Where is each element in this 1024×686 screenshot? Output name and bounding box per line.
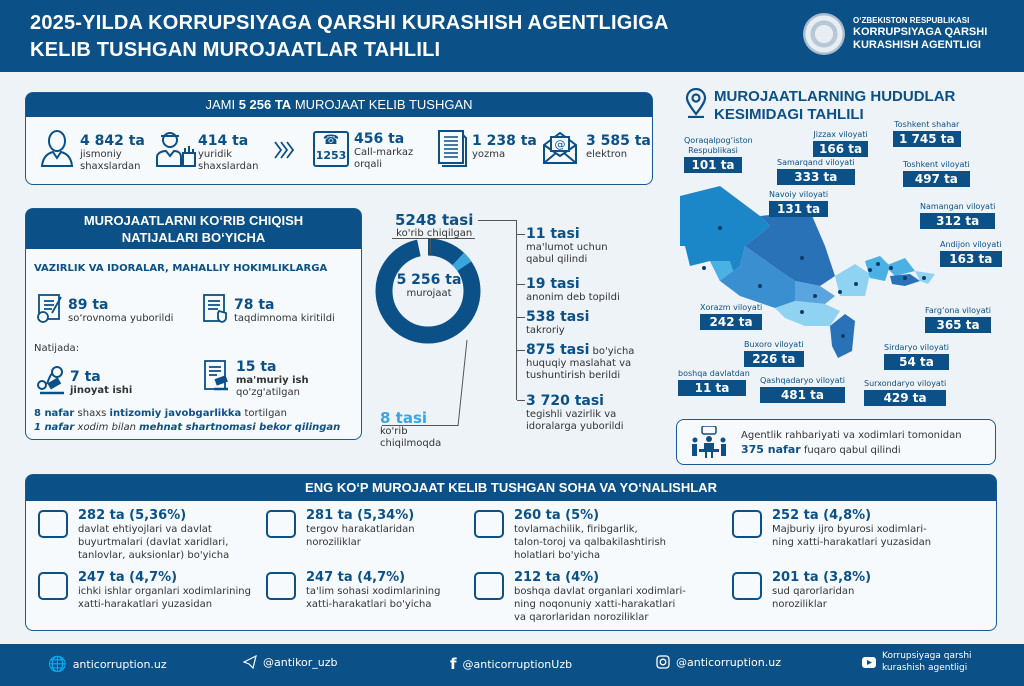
youtube-link[interactable]: Korrupsiyaga qarshi kurashish agentligi: [862, 650, 972, 674]
region-tag: Namangan viloyati 312 ta: [920, 202, 996, 228]
map-title: MUROJAATLARNING HUDUDLAR KESIMIDAGI TAHLILI: [714, 88, 956, 123]
handcuffs-gavel-icon: [36, 365, 66, 395]
breakdown-bracket: [516, 220, 517, 400]
administrative-case-stat: 15 ta ma'muriy ish qo'zg'atilgan: [236, 359, 309, 398]
discipline-note: 8 nafar shaxs intizomiy javobgarlikka tortilgan: [34, 408, 287, 419]
telegram-icon: [243, 655, 257, 669]
email-icon: [542, 131, 578, 165]
person-icon: [40, 129, 74, 167]
map-region-kashkadarya: [775, 301, 840, 326]
instagram-link[interactable]: @anticorruption.uz: [656, 655, 781, 669]
reviewed-underline: [392, 238, 475, 239]
meeting-icon: [691, 426, 727, 458]
business-person-icon: [156, 129, 196, 167]
donut-center: 5 256 ta murojaat: [396, 272, 462, 299]
region-tag: Xorazm viloyati 242 ta: [700, 303, 763, 329]
region-tag: Andijon viloyati 163 ta: [940, 240, 1002, 266]
breakdown-item: 11 tasi ma'lumot uchun qabul qilindi: [526, 226, 608, 265]
region-tag: Navoiy viloyati 131 ta: [769, 190, 829, 216]
region-tag: Qashqadaryo viloyati 481 ta: [760, 376, 845, 402]
region-tag: Farg‘ona viloyati 365 ta: [925, 306, 992, 332]
globe-icon: 🌐: [48, 655, 67, 673]
reviewed-label: 5248 tasi ko'rib chiqilgan: [395, 211, 474, 239]
region-tag: Toshkent shahar 1 745 ta: [894, 120, 960, 146]
region-tag: Sirdaryo viloyati 54 ta: [884, 343, 949, 369]
telegram-link[interactable]: @antikor_uzb: [243, 655, 338, 669]
stat-call-center: 456 ta Call-markaz orqali: [354, 131, 414, 170]
facebook-link[interactable]: f @anticorruptionUzb: [450, 655, 573, 673]
breakdown-item: 19 tasi anonim deb topildi: [526, 276, 620, 303]
pending-leader: [440, 338, 470, 428]
stat-electronic: 3 585 ta elektron: [586, 133, 651, 160]
instagram-icon: [656, 655, 670, 669]
survey-stat: 89 ta so‘rovnoma yuborildi: [68, 297, 174, 324]
region-tag: Toshkent viloyati 497 ta: [903, 160, 970, 186]
category-item: 252 ta (4,8%) Majburiy ijro byurosi xodimlari- ning xatti-harakatlari yuzasidan: [772, 508, 932, 548]
state-emblem-icon: [803, 13, 845, 55]
page-title: 2025-YILDA KORRUPSIYAGA QARSHI KURASHISH AGENTLIGIGA KELIB TUSHGAN MUROJAATLAR TAHLILI: [30, 12, 669, 61]
stat-written: 1 238 ta yozma: [472, 133, 537, 160]
location-pin-icon: [684, 88, 708, 118]
breakdown-item: 875 tasi bo'yicha huquqiy maslahat va tushuntirish berildi: [526, 342, 635, 381]
youtube-icon: [862, 657, 876, 668]
results-heading: MUROJAATLARNI KO‘RIB CHIQISH NATIJALARI BO‘YICHA: [26, 209, 361, 249]
region-tag: boshqa davlatdan 11 ta: [678, 369, 750, 395]
region-tag: Buxoro viloyati 226 ta: [744, 340, 804, 366]
region-tag: Surxondaryo viloyati 429 ta: [864, 379, 947, 405]
stat-legal-entities: 414 ta yuridik shaxslardan: [198, 133, 259, 172]
contract-note: 1 nafar xodim bilan mehnat shartnomasi bekor qilingan: [34, 422, 341, 433]
category-item: 212 ta (4%) boshqa davlat organlari xodimlari- ning noqonuniy xatti-harakatlari va qarorlaridan noroziliklar: [514, 570, 686, 623]
total-panel: [25, 92, 653, 185]
procurement-icon: [38, 510, 68, 538]
reception-panel: [676, 419, 996, 465]
pending-label: 8 tasi ko'rib chiqilmoqda: [380, 409, 442, 449]
facebook-icon: f: [450, 655, 457, 673]
region-tag: Jizzax viloyati 166 ta: [813, 130, 868, 156]
breakdown-item: 3 720 tasi tegishli vazirlik va idoralarga yuborildi: [526, 393, 624, 432]
header: [0, 0, 1024, 72]
government-officials-icon: [474, 572, 504, 600]
investigation-icon: [266, 510, 296, 538]
website-link[interactable]: 🌐 anticorruption.uz: [48, 655, 167, 673]
org-name: O‘ZBEKISTON RESPUBLIKASI KORRUPSIYAGA QARSHI KURASHISH AGENTLIGI: [853, 16, 988, 51]
category-item: 260 ta (5%) tovlamachilik, firibgarlik, talon-toroj va qalbakilashtirish holatlari bo'yicha: [514, 508, 667, 561]
breakdown-item: 538 tasi takroriy: [526, 309, 590, 336]
footer: [0, 644, 1024, 686]
fraud-icon: [474, 510, 504, 538]
natijada-label: Natijada:: [34, 343, 80, 354]
results-panel: [25, 208, 362, 440]
region-tag: Samarqand viloyati 333 ta: [777, 158, 855, 184]
court-judge-icon: [732, 572, 762, 600]
region-tag: Qoraqalpog‘iston Respublikasi 101 ta: [684, 136, 753, 172]
category-item: 247 ta (4,7%) ta'lim sohasi xodimlarining xatti-harakatlari bo'yicha: [306, 570, 441, 610]
svg-text:@: @: [554, 138, 566, 151]
total-heading: JAMI 5 256 TA MUROJAAT KELIB TUSHGAN: [26, 93, 652, 117]
proposal-document-icon: [202, 293, 230, 323]
chevrons-right-icon: [274, 141, 294, 159]
breakdown-connector: [478, 220, 516, 221]
reception-text: Agentlik rahbariyati va xodimlari tomonidan 375 nafar fuqaro qabul qilindi: [741, 430, 962, 456]
administrative-case-icon: [202, 359, 232, 393]
category-item: 281 ta (5,34%) tergov harakatlaridan noroziliklar: [306, 508, 415, 548]
category-item: 247 ta (4,7%) ichki ishlar organlari xodimlarining xatti-harakatlari yuzasidan: [78, 570, 251, 610]
criminal-case-stat: 7 ta jinoyat ishi: [70, 369, 133, 396]
category-item: 201 ta (3,8%) sud qarorlaridan noroziliklar: [772, 570, 872, 610]
results-subtitle: VAZIRLIK VA IDORALAR, MAHALLIY HOKIMLIKLARGA: [34, 263, 328, 274]
police-officer-icon: [38, 572, 68, 600]
call-center-number: 1253: [315, 149, 347, 162]
categories-panel: [25, 474, 997, 631]
phone-icon: ☎ 1253: [313, 131, 349, 167]
survey-clipboard-icon: [36, 291, 64, 323]
document-icon: [436, 129, 468, 167]
proposal-stat: 78 ta taqdimnoma kiritildi: [234, 297, 335, 324]
reviewed-leader: [430, 238, 431, 256]
category-item: 282 ta (5,36%) davlat ehtiyojlari va davlat buyurtmalari (davlat xaridlari, tanlovlar, auksionlar) bo'yicha: [78, 508, 230, 561]
education-icon: [266, 572, 296, 600]
stat-individuals: 4 842 ta jismoniy shaxslardan: [80, 133, 145, 172]
enforcement-bureau-icon: [732, 510, 762, 538]
categories-heading: ENG KO‘P MUROJAAT KELIB TUSHGAN SOHA VA YO‘NALISHLAR: [26, 475, 996, 501]
